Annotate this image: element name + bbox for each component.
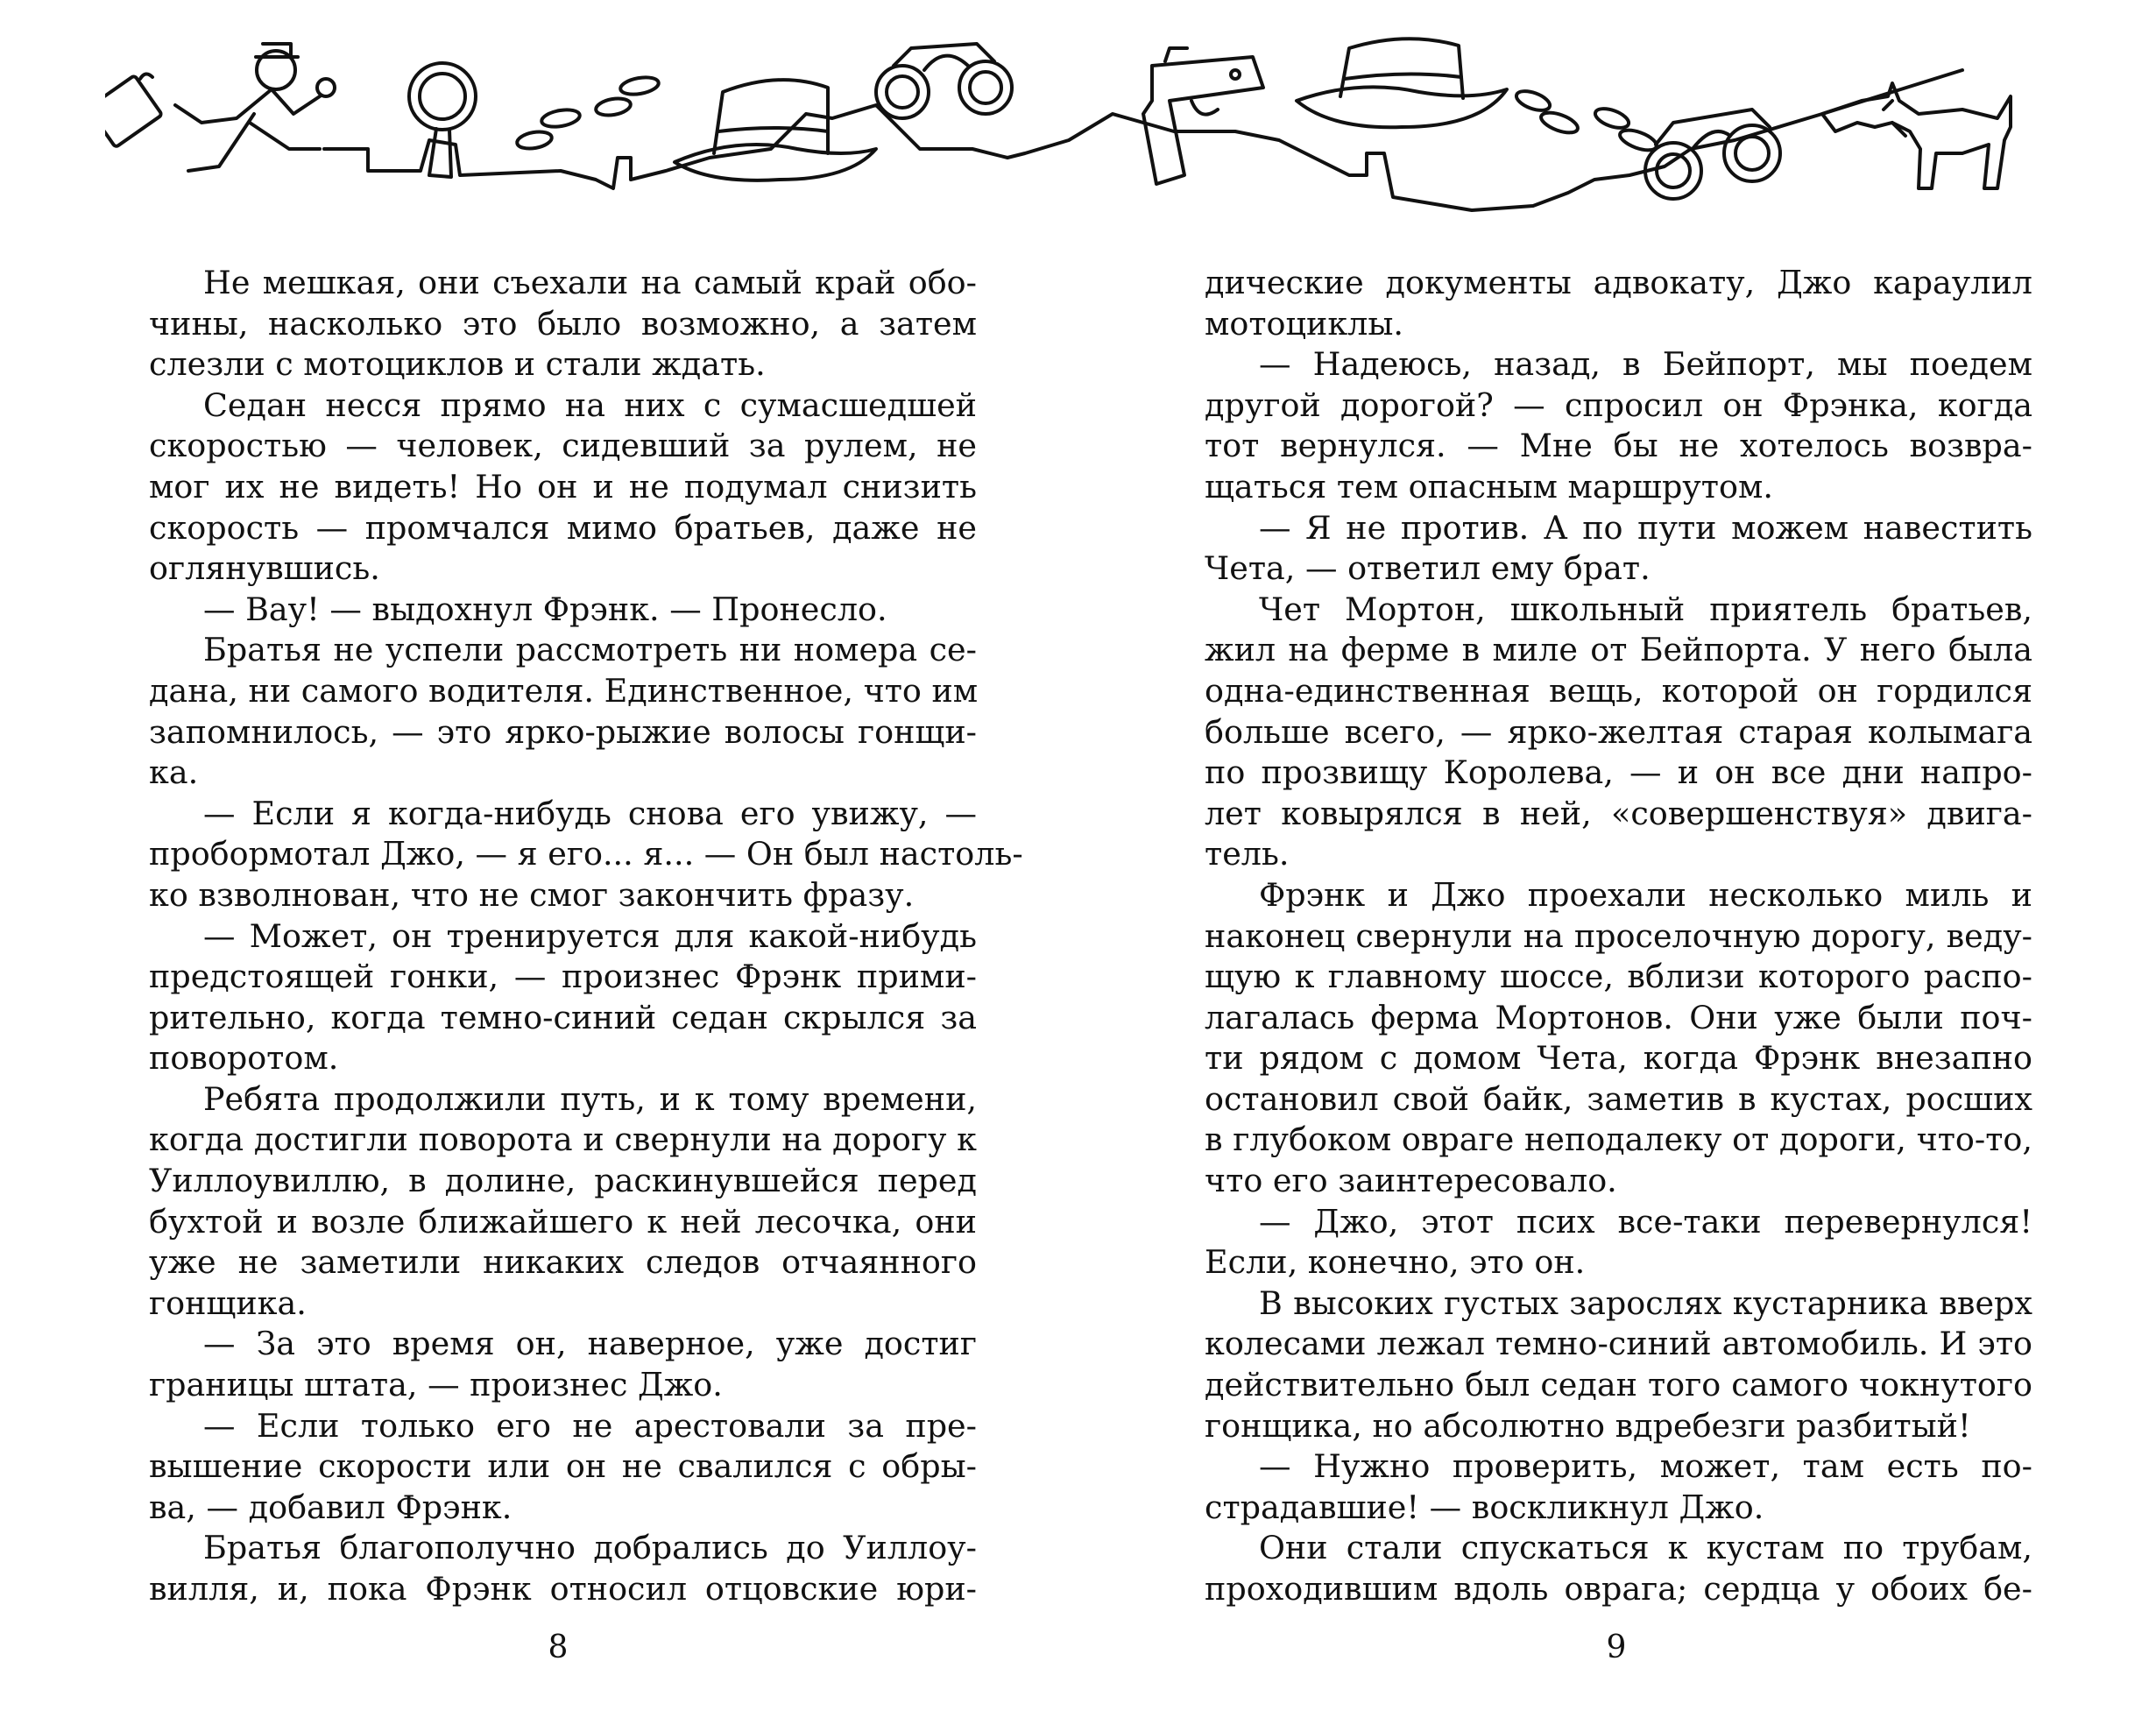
text-line: лет ковырялся в ней, «совершенствуя» двига- — [1205, 794, 2032, 832]
text-line: пробормотал Джо, — я его... я... — Он был настоль- — [149, 835, 1023, 873]
text-line: — Если я когда-нибудь снова его увижу, — — [203, 794, 977, 832]
text-line: дические документы адвокату, Джо караулил — [1205, 264, 2032, 301]
text-line: — Джо, этот псих все-таки перевернулся! — [1259, 1202, 2032, 1241]
text-line: скоростью — человек, сидевший за рулем, не — [149, 427, 977, 465]
running-detective-icon — [105, 44, 335, 171]
binoculars-icon — [1645, 110, 1780, 199]
text-line: предстоящей гонки, — произнес Фрэнк прими- — [149, 958, 977, 996]
text-line: проходившим вдоль оврага; сердца у обоих бе- — [1205, 1570, 2032, 1608]
binoculars-icon — [876, 44, 1012, 118]
text-line: слезли с мотоциклов и стали ждать. — [149, 345, 766, 384]
text-line: жил на ферме в миле от Бейпорта. У него была — [1205, 631, 2032, 669]
text-line: вилля, и, пока Фрэнк относил отцовские юри- — [149, 1570, 977, 1608]
text-line: больше всего, — ярко-желтая старая колымага — [1205, 712, 2032, 751]
text-line: поворотом. — [149, 1039, 339, 1078]
text-line: ва, — добавил Фрэнк. — [149, 1488, 512, 1526]
text-line: — Я не против. А по пути можем навестить — [1259, 508, 2032, 547]
text-line: Братья не успели рассмотреть ни номера се- — [203, 631, 977, 669]
text-line: бухтой и возле ближайшего к ней лесочка, они — [149, 1202, 977, 1241]
text-line: щаться тем опасным маршрутом. — [1205, 467, 1773, 505]
text-line: наконец свернули на проселочную дорогу, веду- — [1205, 916, 2032, 955]
text-line: ко взволнован, что не смог закончить фразу. — [149, 875, 915, 914]
text-line: уже не заметили никаких следов отчаянного — [149, 1243, 977, 1282]
text-line: остановил свой байк, заметив в кустах, росших — [1205, 1079, 2032, 1118]
text-line: мотоциклы. — [1205, 304, 1403, 343]
text-line: Ребята продолжили путь, и к тому времени, — [203, 1079, 977, 1118]
text-line: гонщика, но абсолютно вдребезги разбитый! — [1205, 1406, 1971, 1445]
text-line: тот вернулся. — Мне бы не хотелось возвра- — [1205, 427, 2032, 465]
hat-icon — [1297, 39, 1507, 127]
text-line: тель. — [1205, 835, 1290, 873]
text-line: В высоких густых зарослях кустарника вверх — [1259, 1283, 2032, 1322]
footprints-icon — [516, 74, 660, 151]
text-line: действительно был седан того самого чокнутого — [1205, 1366, 2032, 1404]
header-illustration-band — [105, 18, 2024, 245]
text-line: чины, насколько это было возможно, а затем — [149, 304, 977, 343]
text-line: — Может, он тренируется для какой-нибудь — [203, 916, 977, 955]
pistol-icon — [1143, 48, 1263, 184]
right-page-number: 9 — [1606, 1630, 1627, 1665]
text-line: страдавшие! — воскликнул Джо. — [1205, 1488, 1764, 1526]
text-line: — За это время он, наверное, уже достиг — [203, 1325, 977, 1363]
text-line: Чета, — ответил ему брат. — [1205, 549, 1651, 588]
text-line: в глубоком овраге неподалеку от дороги, что-то, — [1205, 1121, 2032, 1159]
text-line: гонщика. — [149, 1283, 307, 1322]
text-line: ти рядом с домом Чета, когда Фрэнк внезапно — [1205, 1039, 2032, 1078]
text-line: одна-единственная вещь, которой он гордился — [1205, 671, 2032, 710]
text-line: что его заинтересовало. — [1205, 1162, 1617, 1200]
text-line: колесами лежал темно-синий автомобиль. И это — [1205, 1325, 2032, 1363]
magnifying-glass-icon — [409, 63, 476, 177]
text-line: дана, ни самого водителя. Единственное, что им — [149, 671, 979, 710]
text-line: другой дорогой? — спросил он Фрэнка, когда — [1205, 385, 2032, 424]
footprints-icon — [1514, 88, 1659, 154]
text-line: рительно, когда темно-синий седан скрылся за — [149, 998, 977, 1036]
text-line: — Вау! — выдохнул Фрэнк. — Пронесло. — [203, 590, 887, 628]
text-line: мог их не видеть! Но он и не подумал снизить — [149, 467, 977, 505]
text-line: щую к главному шоссе, вблизи которого распо- — [1205, 958, 2032, 996]
text-line: — Надеюсь, назад, в Бейпорт, мы поедем — [1259, 345, 2032, 384]
text-line: Чет Мортон, школьный приятель братьев, — [1259, 590, 2032, 628]
text-line: ка. — [149, 753, 199, 792]
text-line: Не мешкая, они съехали на самый край обо- — [203, 264, 977, 301]
text-line: лагалась ферма Мортонов. Они уже были поч- — [1205, 998, 2032, 1036]
text-line: оглянувшись. — [149, 549, 380, 588]
text-line: границы штата, — произнес Джо. — [149, 1366, 723, 1404]
hat-icon — [675, 80, 876, 180]
text-line: когда достигли поворота и свернули на дорогу к — [149, 1121, 977, 1159]
text-line: Фрэнк и Джо проехали несколько миль и — [1259, 875, 2032, 914]
text-line: Седан несся прямо на них с сумасшедшей — [203, 385, 977, 424]
left-page-text — [149, 263, 1023, 1610]
text-line: Если, конечно, это он. — [1205, 1243, 1586, 1282]
text-line: — Если только его не арестовали за пре- — [203, 1406, 977, 1445]
text-line: — Нужно проверить, может, там есть по- — [1259, 1447, 2032, 1486]
text-line: запомнилось, — это ярко-рыжие волосы гонщи- — [149, 712, 977, 751]
right-page-text — [1205, 263, 2032, 1610]
text-line: вышение скорости или он не свалился с обры- — [149, 1447, 977, 1486]
text-line: скорость — промчался мимо братьев, даже не — [149, 508, 977, 547]
dog-on-leash-icon — [1822, 83, 2011, 188]
text-line: Братья благополучно добрались до Уиллоу- — [203, 1529, 977, 1567]
text-line: по прозвищу Королева, — и он все дни напро- — [1205, 753, 2032, 792]
text-line: Уиллоувиллю, в долине, раскинувшейся перед — [149, 1162, 977, 1200]
left-page-number: 8 — [548, 1630, 569, 1665]
text-line: Они стали спускаться к кустам по трубам, — [1259, 1529, 2032, 1567]
